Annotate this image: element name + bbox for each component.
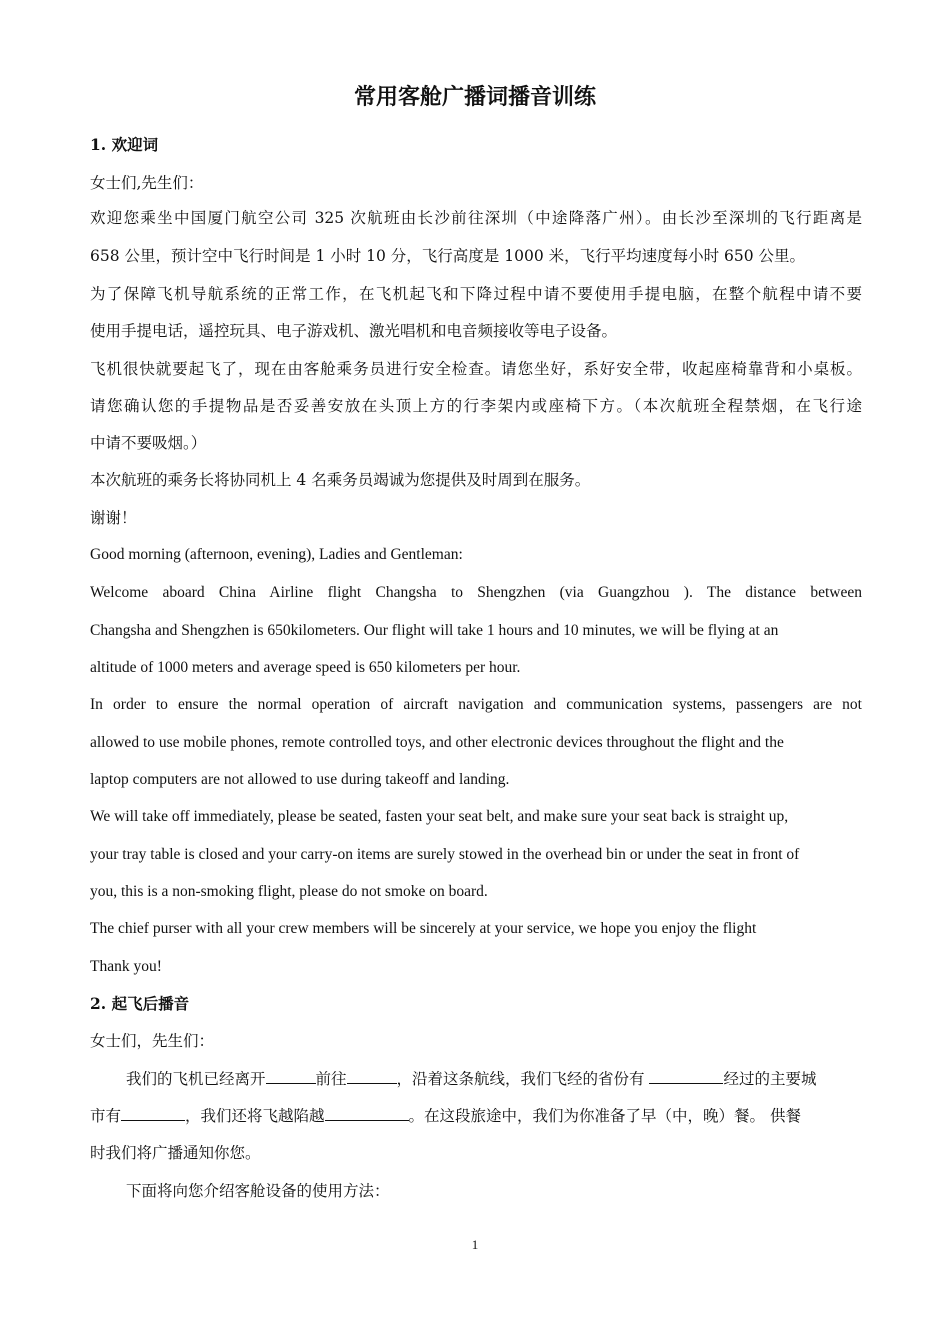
document-title: 常用客舱广播词播音训练 — [353, 84, 596, 110]
paragraph-line: 请您确认您的手提物品是否妥善安放在头顶上方的行李架内或座椅下方。（本次航班全程禁烟，在飞行途 — [90, 397, 862, 415]
text-segment: 。在这段旅途中，我们为你准备了早（中，晚）餐。 供餐 — [408, 1107, 801, 1125]
fill-blank[interactable] — [649, 1069, 723, 1084]
text-segment: ，我们还将飞越陷越 — [185, 1107, 325, 1125]
salutation: 女士们，先生们： — [90, 1032, 215, 1050]
paragraph-line: 本次航班的乘务长将协同机上 4 名乘务员竭诚为您提供及时周到在服务。 — [90, 471, 591, 489]
english-line: We will take off immediately, please be seated, fasten your seat belt, and make sure your seat back is straight up, — [90, 808, 789, 825]
english-line: Welcome aboard China Airline flight Changsha to Shengzhen (via Guangzhou ). The distance between — [90, 584, 862, 601]
paragraph-line: 中请不要吸烟。） — [90, 434, 207, 452]
section-heading-after-takeoff: 2. 起飞后播音 — [90, 994, 190, 1013]
text-segment: ，沿着这条航线，我们飞经的省份有 — [396, 1070, 645, 1088]
fill-in-line — [90, 1069, 862, 1089]
english-line: Good morning (afternoon, evening), Ladies and Gentleman: — [90, 546, 463, 563]
fill-blank[interactable] — [325, 1106, 409, 1121]
fill-blank[interactable] — [347, 1069, 397, 1084]
paragraph-line: 为了保障飞机导航系统的正常工作，在飞机起飞和下降过程中请不要使用手提电脑，在整个航程中请不要 — [90, 285, 862, 303]
section-heading-welcome: 1. 欢迎词 — [90, 135, 159, 154]
text-segment: 经过的主要城 — [723, 1070, 817, 1088]
text-segment: 我们的飞机已经离开 — [126, 1070, 266, 1088]
english-line: laptop computers are not allowed to use during takeoff and landing. — [90, 771, 510, 788]
paragraph-line: 使用手提电话，遥控玩具、电子游戏机、激光唱机和电音频接收等电子设备。 — [90, 322, 618, 340]
paragraph-line: 时我们将广播通知你您。 — [90, 1144, 261, 1162]
text-segment: 前往 — [315, 1070, 347, 1088]
english-line: Thank you! — [90, 958, 162, 975]
english-line: altitude of 1000 meters and average speed is 650 kilometers per hour. — [90, 659, 521, 676]
paragraph-line: 欢迎您乘坐中国厦门航空公司 325 次航班由长沙前往深圳（中途降落广州）。由长沙至深圳的飞行距离是 — [90, 209, 862, 227]
page-number: 1 — [471, 1237, 479, 1252]
paragraph-line: 下面将向您介绍客舱设备的使用方法： — [126, 1182, 390, 1200]
english-line: In order to ensure the normal operation of aircraft navigation and communication systems, passengers are not — [90, 696, 862, 713]
salutation: 女士们,先生们： — [90, 174, 204, 192]
english-line: your tray table is closed and your carry-on items are surely stowed in the overhead bin or under the seat in front of — [90, 846, 800, 863]
paragraph-line: 658 公里，预计空中飞行时间是 1 小时 10 分，飞行高度是 1000 米，飞行平均速度每小时 650 公里。 — [90, 247, 806, 265]
english-line: you, this is a non-smoking flight, please do not smoke on board. — [90, 883, 488, 900]
fill-in-line — [90, 1106, 862, 1126]
fill-blank[interactable] — [121, 1106, 185, 1121]
english-line: Changsha and Shengzhen is 650kilometers. Our flight will take 1 hours and 10 minutes, we will be flying at an — [90, 622, 779, 639]
text-segment: 市有 — [90, 1107, 122, 1125]
english-line: The chief purser with all your crew members will be sincerely at your service, we hope you enjoy the flight — [90, 920, 757, 937]
fill-blank[interactable] — [266, 1069, 316, 1084]
paragraph-line: 谢谢！ — [90, 509, 137, 527]
english-line: allowed to use mobile phones, remote controlled toys, and other electronic devices throughout the flight and the — [90, 734, 784, 751]
paragraph-line: 飞机很快就要起飞了，现在由客舱乘务员进行安全检查。请您坐好，系好安全带，收起座椅靠背和小桌板。 — [90, 360, 862, 378]
